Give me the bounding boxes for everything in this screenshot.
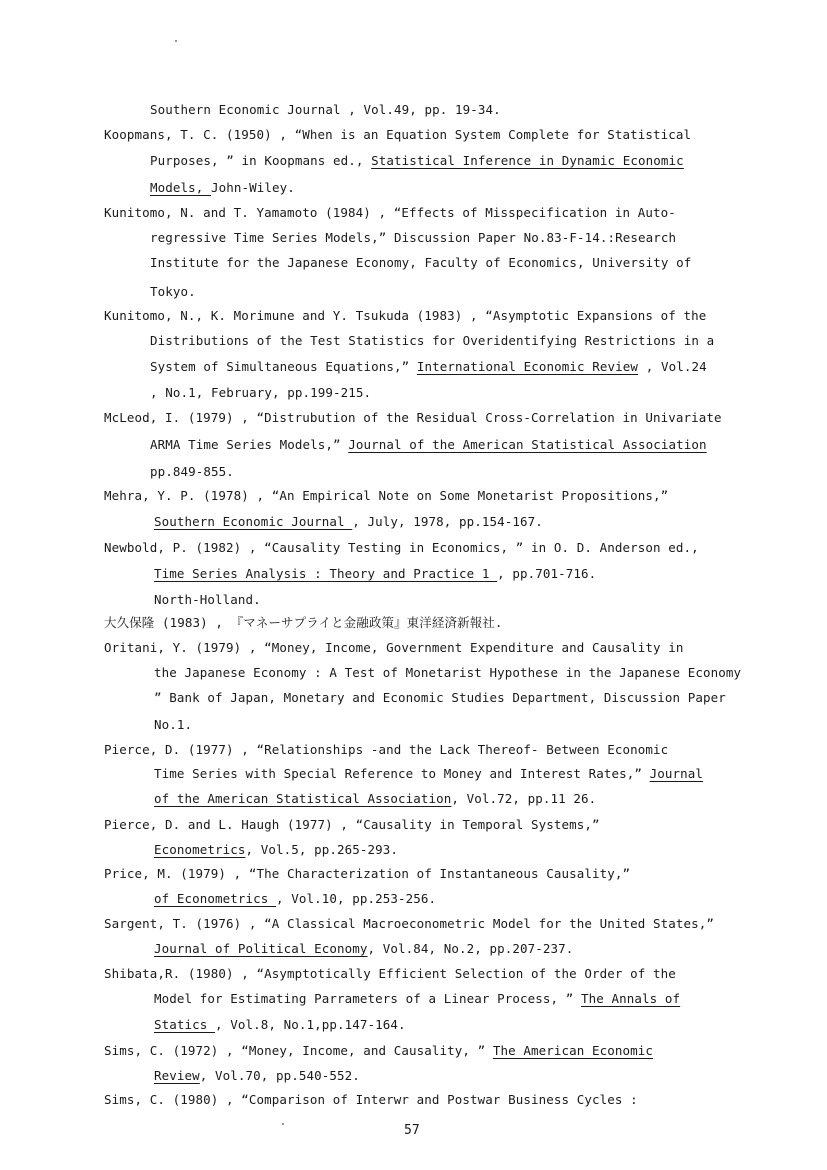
reference-line: of the American Statistical Association, Vol.72, pp.11 26. (154, 791, 597, 806)
reference-entry-sargent: Sargent, T. (1976) , “A Classical Macroeconometric Model for the United States,” (104, 916, 715, 931)
reference-entry-kunitomo-morimune-tsukuda: Kunitomo, N., K. Morimune and Y. Tsukuda (1983) , “Asymptotic Expansions of the (104, 308, 707, 323)
reference-line: Models, John-Wiley. (150, 180, 295, 195)
journal-title: of the American Statistical Association (154, 791, 452, 806)
reference-line: the Japanese Economy : A Test of Monetarist Hypothese in the Japanese Economy (154, 665, 742, 680)
book-title: Statistical Inference in Dynamic Economic (371, 153, 684, 168)
reference-line: Journal of Political Economy, Vol.84, No.2, pp.207-237. (154, 941, 574, 956)
reference-line: Southern Economic Journal , July, 1978, pp.154-167. (154, 514, 543, 529)
reference-entry-pierce-haugh: Pierce, D. and L. Haugh (1977) , “Causality in Temporal Systems,” (104, 817, 600, 832)
reference-line: Review, Vol.70, pp.540-552. (154, 1068, 360, 1083)
journal-title: Review (154, 1068, 200, 1083)
reference-line: Model for Estimating Parrameters of a Linear Process, ” The Annals of (154, 991, 681, 1006)
reference-line: Institute for the Japanese Economy, Faculty of Economics, University of (150, 255, 692, 270)
journal-title: The American Economic (492, 1043, 654, 1058)
journal-title: Southern Economic Journal (154, 514, 353, 529)
reference-line: , No.1, February, pp.199-215. (150, 385, 372, 400)
reference-line: of Econometrics , Vol.10, pp.253-256. (154, 891, 437, 906)
book-title: Time Series Analysis : Theory and Practice 1 (154, 566, 498, 581)
reference-line: No.1. (154, 717, 193, 732)
journal-title: Statics (154, 1017, 216, 1032)
journal-title: International Economic Review (416, 359, 639, 374)
reference-entry-kunitomo-yamamoto: Kunitomo, N. and T. Yamamoto (1984) , “Effects of Misspecification in Auto- (104, 205, 676, 220)
reference-entry-newbold: Newbold, P. (1982) , “Causality Testing in Economics, ” in O. D. Anderson ed., (104, 540, 699, 555)
reference-line: Econometrics, Vol.5, pp.265-293. (154, 842, 399, 857)
reference-entry-oritani: Oritani, Y. (1979) , “Money, Income, Government Expenditure and Causality in (104, 640, 684, 655)
journal-title: The Annals of (581, 991, 681, 1006)
reference-line: ” Bank of Japan, Monetary and Economic Studies Department, Discussion Paper (154, 690, 726, 705)
reference-line: Southern Economic Journal , Vol.49, pp. 19-34. (150, 102, 501, 117)
reference-line: Distributions of the Test Statistics for Overidentifying Restrictions in a (150, 333, 715, 348)
reference-line: North-Holland. (154, 592, 261, 607)
reference-line: ARMA Time Series Models,” Journal of the American Statistical Association (150, 437, 707, 452)
journal-title: Journal of Political Economy (154, 941, 368, 956)
reference-entry-price: Price, M. (1979) , “The Characterization of Instantaneous Causality,” (104, 866, 631, 881)
journal-title: Econometrics (154, 842, 246, 857)
reference-entry-pierce: Pierce, D. (1977) , “Relationships -and the Lack Thereof- Between Economic (104, 742, 669, 757)
reference-line: Time Series Analysis : Theory and Practice 1 , pp.701-716. (154, 566, 597, 581)
reference-line: pp.849-855. (150, 464, 234, 479)
reference-line: Tokyo. (150, 284, 196, 299)
reference-entry-mcleod: McLeod, I. (1979) , “Distrubution of the Residual Cross-Correlation in Univariate (104, 410, 722, 425)
reference-entry-sims-1980: Sims, C. (1980) , “Comparison of Interwr and Postwar Business Cycles : (104, 1092, 638, 1107)
page-number: 57 (404, 1123, 420, 1138)
journal-title: of Econometrics (154, 891, 277, 906)
reference-entry-mehra: Mehra, Y. P. (1978) , “An Empirical Note on Some Monetarist Propositions,” (104, 488, 669, 503)
reference-line: Statics , Vol.8, No.1,pp.147-164. (154, 1017, 406, 1032)
reference-entry-koopmans: Koopmans, T. C. (1950) , “When is an Equation System Complete for Statistical (104, 127, 692, 142)
reference-line: System of Simultaneous Equations,” International Economic Review , Vol.24 (150, 359, 707, 374)
journal-title: Journal of the American Statistical Association (348, 437, 707, 452)
scan-speck (175, 40, 177, 42)
scan-speck (282, 1123, 284, 1125)
reference-line: Purposes, ” in Koopmans ed., Statistical Inference in Dynamic Economic (150, 153, 684, 168)
book-title: Models, (150, 180, 212, 195)
reference-entry-okubo: 大久保隆 (1983) , 『マネーサプライと金融政策』東洋経済新報社. (104, 615, 503, 630)
reference-line: regressive Time Series Models,” Discussion Paper No.83-F-14.:Research (150, 230, 677, 245)
journal-title: Journal (649, 766, 704, 781)
reference-line: Time Series with Special Reference to Money and Interest Rates,” Journal (154, 766, 704, 781)
reference-entry-shibata: Shibata,R. (1980) , “Asymptotically Efficient Selection of the Order of the (104, 966, 676, 981)
reference-entry-sims-1972: Sims, C. (1972) , “Money, Income, and Causality, ” The American Economic (104, 1043, 654, 1058)
